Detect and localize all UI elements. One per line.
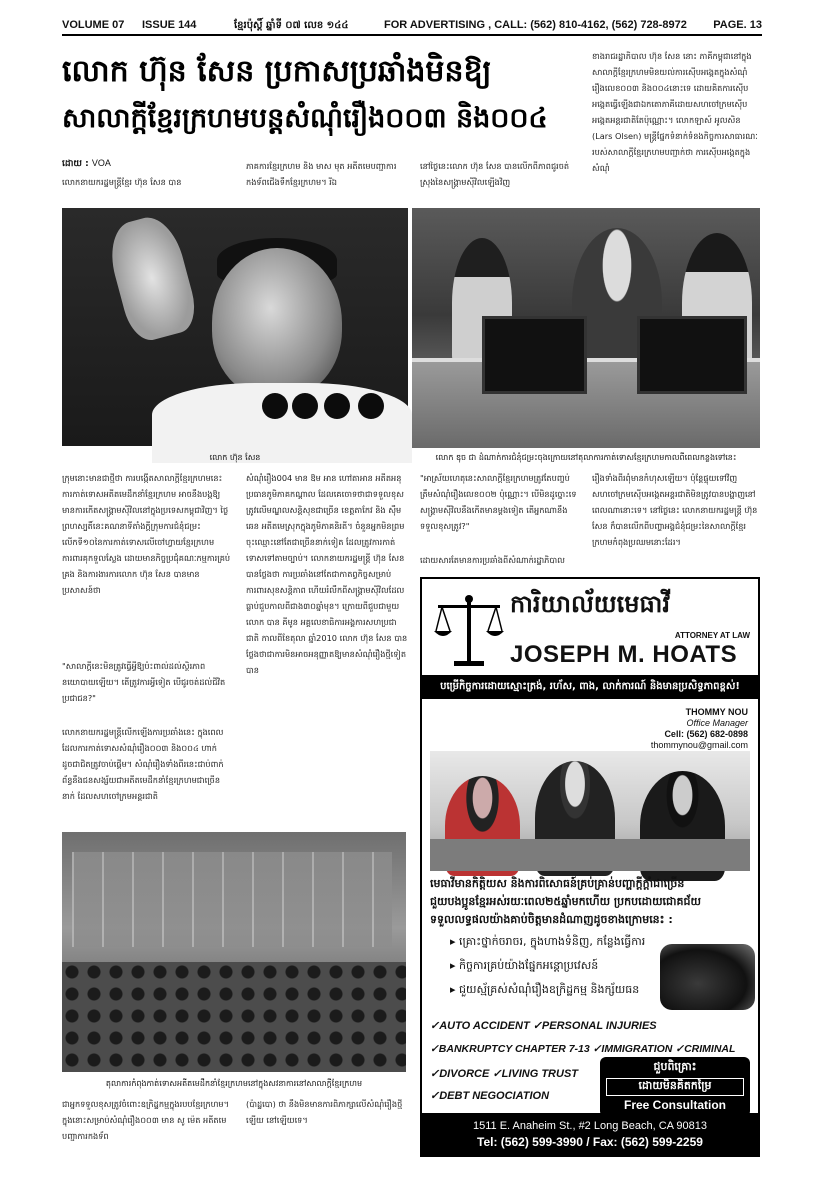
office-staff-photo [430, 751, 750, 871]
ad-khmer-line-2: ជួយបងប្អូនខ្មែរអស់រយៈពេល២៥ឆ្នាំមកហើយ ប្រកបដោយជោគជ័យ [430, 895, 701, 908]
byline-label: ដោយ : [62, 159, 89, 169]
office-phones: Tel: (562) 599-3990 / Fax: (562) 599-2259 [477, 1135, 703, 1149]
column-1-quote: "សាលាក្ដីនេះមិនត្រូវធ្វើអ្វីឱ្យប៉ះពាល់ដល់ស្ថិរភាពនយោបាយឡើយ។ តើត្រូវការអ្វីទៀត បើជូរចត់ដល់ជីវិតប្រជាជន?" [62, 661, 226, 703]
column-2-middle: សំណុំរឿង004 មាន ឱម អាន ហៅតាអាន អតីតអនុប្រធានភូមិភាគកណ្ដាល ដែលគេចោទថាជាទទួលខុសត្រូវលើមណ្ឌលសន្តិសុខជាច្រើន ខេត្តតាកែវ និង ស៊ឹម ឆេន អតីតមេស្រុកក្នុងភូមិភាគនិរតី។ ចំនួនអ្នកមិនព្រមចុះឈ្មោះនៅតែជាច្រើននាក់ទៀត ដែលត្រូវការកាត់ទោសទៅតាមច្បាប់។ លោកនាយករដ្ឋមន្ត្រី ហ៊ុន សែន បានថ្លែងថា ការប្រឆាំងនៅតែជាកាតព្វកិច្ចសម្រាប់ការពារសុខសន្តិភាព ហើយរំលឹកពីសង្គ្រាមស៊ីវិលដែលធ្លាប់ជួបកាលពីជាង៣០ឆ្នាំមុន។ ក្រោយពីជួបជាមួយលោក បាន គីមូន អគ្គលេខាធិការអង្គការសហប្រជាជាតិ កាលពីខែតុលា ឆ្នាំ2010 លោក ហ៊ុន សែន បានថ្លែងថាជាការមិនអាចអនុញ្ញាតឱ្យមានសំណុំរឿងថ្មីទៀតបាន [246, 473, 408, 675]
column-4-top: ខាងរាជរដ្ឋាភិបាល ហ៊ុន សែន នោះ ភាគីកម្ពុជានៅក្នុងសាលាក្ដីខ្មែរក្រហមមិនយល់ការស៊ើបអង្កេតក្នុងសំណុំរឿងលេខ០០៣ និង០០៤នោះទេ ដោយគិតការស៊ើបអង្កេតធ្វើឡើងជាឯកតោភាគីដោយសហចៅក្រមស៊ើបអង្កេតអន្តរជាតិតែប៉ុណ្ណោះ។ លោកឡាស៍ អូលសិន (Lars Olsen) មន្ត្រីផ្នែកទំនាក់ទំនងកិច្ចការសាធារណៈរបស់សាលាក្ដីខ្មែរក្រហមបញ្ជាក់ថា ការស៊ើបអង្កេតក្នុងសំណុំ [592, 51, 758, 173]
column-2-top: ភាគការខ្មែរក្រហម និង មាស មុត អតីតមេបញ្ជាការកងទ័ពជើងទឹកខ្មែរក្រហម។ រីឯ [246, 161, 397, 187]
ad-khmer-line-1: មេធាវីមានកិត្តិយស និងការពិសោធន៍គ្រប់គ្រាន់បញ្ហាក្ដីក្ដាំជាច្រើន [430, 877, 685, 890]
photo-1-caption: លោក ហ៊ុន សែន [209, 453, 261, 462]
column-1-top: លោកនាយករដ្ឋមន្ត្រីខ្មែរ ហ៊ុន សែន បាន [62, 177, 182, 187]
khmer-issue: ខ្មែរប៉ុស្ដិ៍ ឆ្នាំទី ០៧ លេខ ១៤៤ [234, 20, 349, 31]
volume: VOLUME 07 [62, 19, 125, 31]
manager-title: Office Manager [686, 718, 748, 728]
attorney-label: ATTORNEY AT LAW [674, 631, 750, 640]
consult-khmer-2: ដោយមិនគិតកម្រៃ [606, 1078, 744, 1096]
firm-name: JOSEPH M. HOATS [510, 641, 738, 668]
photo-courtroom-gallery [62, 832, 406, 1072]
service-row: ✓DEBT NEGOCIATION [430, 1090, 550, 1102]
column-4-middle: រឿងទាំងពីរពុំមានកំហុសឡើយ។ ប៉ុន្តែផ្ទុយទៅវិញ សហចៅក្រមស៊ើបអង្កេតអន្តរជាតិមិនត្រូវបានបង្ហាញនៅពេលណានោះទេ។ នៅថ្ងៃនេះ លោកនាយករដ្ឋមន្ត្រី ហ៊ុន សែន ក៏បានលើកពីបញ្ហាអង្គជំនុំជម្រះនៃសាលាក្ដីខ្មែរក្រហមកំពុងប្រឈមនោះដែរ។ [592, 473, 758, 547]
ad-footer [422, 1113, 758, 1155]
photo-tribunal [412, 208, 760, 446]
manager-email: thommynou@gmail.com [650, 740, 748, 750]
ad-bullet: ▸ គ្រោះថ្នាក់ចរាចរ, ក្នុងហាងទំនិញ, កន្លែងធ្វើការ [450, 935, 646, 948]
byline-author: VOA [91, 158, 111, 168]
issue: ISSUE 144 [142, 19, 197, 31]
consult-khmer-1: ជួបពិគ្រោះ [653, 1060, 697, 1073]
photo-2-caption: លោក ឌុច ជា ដំណាក់ការជំនុំជម្រះចុងក្រោយនៅតុលាការកាត់ទោសខ្មែរក្រហមកាលពីពេលកន្លងទៅនេះ [435, 453, 737, 462]
byline [62, 158, 111, 171]
manager-name: THOMMY NOU [685, 707, 748, 717]
column-1-middle: ក្រុមនោះមានជាថ្មីថា ការបង្កើតសាលាក្ដីខ្មែរក្រហមនេះការកាត់ទោសអតីតមេដឹកនាំខ្មែរក្រហម អាចនឹងបង្កឱ្យមានការកើតសង្គ្រាមស៊ីវិលនៅក្នុងប្រទេសកម្ពុជាវិញ។ ថ្ងៃព្រហស្បតិ៍នេះគណនាទីតាំងក្ដីក្រុមការជំនុំជម្រះលើកទី១០នៃការកាត់ទោសលើចៅហ្វាយខ្មែរក្រហមការពារគុកទួលស្លែង ដោយមានកិច្ចប្រជុំគណៈកម្មការគ្រប់គ្រង និងការងារការលោក ហ៊ុន សែន បានមានប្រសាសន៍ថា [62, 473, 231, 595]
ad-bullet: ▸ កិច្ចការគ្រប់យ៉ាងផ្នែកអន្តោប្រវេសន៍ [450, 959, 599, 972]
manager-cell: Cell: (562) 682-0898 [664, 729, 748, 739]
column-1-bottom: ជាអ្នកទទួលខុសត្រូវចំពោះឧក្រិដ្ឋកម្មក្នុងរបបខ្មែរក្រហម។ ក្នុងនោះសម្រាប់សំណុំរឿង០០៣ មាន សូ ម៉េត អតីតមេបញ្ជាការកងទ័ព [62, 1099, 230, 1141]
service-row: ✓DIVORCE ✓LIVING TRUST [430, 1068, 578, 1080]
law-office-title-khmer: ការិយាល័យមេធាវី [510, 590, 670, 618]
services-khmer-bar: បម្រើកិច្ចការដោយស្មោះត្រង់, រហ័ស, ពាង, លាក់ការណ៍ និងមានប្រសិទ្ធភាពខ្ពស់! [422, 675, 758, 699]
advertising-line: FOR ADVERTISING , CALL: (562) 810-4162, (562) 728-8972 [384, 19, 687, 31]
consult-english: Free Consultation [623, 1098, 726, 1112]
headline-line-2: សាលាក្ដីខ្មែរក្រហមបន្តសំណុំរឿង០០៣ និង០០៤ [62, 103, 548, 134]
page-header [62, 14, 762, 36]
service-row: ✓AUTO ACCIDENT ✓PERSONAL INJURIES [430, 1020, 657, 1032]
photo-3-caption: តុលាការកំពុងកាត់ទោសអតីតមេដឹកនាំខ្មែរក្រហមនៅក្នុងសវនាការនៅសាលាក្ដីខ្មែរក្រហម [105, 1079, 363, 1088]
service-row: ✓BANKRUPTCY CHAPTER 7-13 ✓IMMIGRATION ✓CRIMINAL [430, 1043, 736, 1055]
free-consultation-badge [600, 1057, 750, 1117]
column-3-quote: "អាស្រ័យហេតុនេះសាលាក្ដីខ្មែរក្រហមត្រូវតែបញ្ចប់ត្រឹមសំណុំរឿងលេខ០០២ ប៉ុណ្ណោះ។ បើមិនដូច្នោះទេ សង្គ្រាមស៊ីវិលនឹងកើតមានម្ដងទៀត តើអ្នកណានឹងទទួលខុសត្រូវ?" [420, 473, 577, 531]
scales-of-justice-icon [434, 591, 504, 671]
column-1-end: លោកនាយករដ្ឋមន្ត្រីលើកឡើងការប្រឆាំងនេះ ក្នុងពេលដែលការកាត់ទោសសំណុំរឿង០០៣ និង០០៤ ហាក់ដូចជាជិតត្រូវចាប់ផ្ដើម។ សំណុំរឿងទាំងពីរនេះជាប់ពាក់ព័ន្ធនឹងជនសង្ស័យជាអតីតមេដឹកនាំខ្មែរក្រហមជាច្រើននាក់ ដែលសហចៅក្រមអន្តរជាតិ [62, 727, 224, 801]
column-3-top: នៅថ្ងៃនេះលោក ហ៊ុន សែន បានលើកពីភាពជូរចត់ស្រុងនៃសង្គ្រាមស៊ីវិលឡើងវិញ [420, 161, 570, 187]
ad-khmer-line-3: ទទួលលទ្ធផលយ៉ាងគាប់ចិត្តមានដំណាញដូចខាងក្រោមនេះ : [430, 913, 673, 926]
photo-prime-minister [62, 208, 408, 446]
office-manager-info [651, 707, 748, 751]
headline-line-1: លោក ហ៊ុន សែន ប្រកាសប្រឆាំងមិនឱ្យ [62, 54, 492, 89]
column-3-end: ដោយសារតែមានការប្រឆាំងពីសំណាក់រដ្ឋាភិបាល [420, 555, 565, 565]
column-2-bottom: (ប៉ាដ្ឋបោ) ថា នឹងមិនមានការពិភាក្សាលើសំណុំរឿងថ្មីឡើយ នៅឡើយទេ។ [246, 1099, 403, 1125]
header-rule [62, 34, 762, 36]
law-office-advertisement [420, 577, 760, 1157]
page-number: PAGE. 13 [713, 19, 762, 31]
office-address: 1511 E. Anaheim St., #2 Long Beach, CA 90813 [472, 1120, 708, 1132]
car-accident-image [660, 944, 755, 1010]
ad-bullet: ▸ ជួយស្ម័គ្រស់សំណុំរឿងឧក្រិដ្ឋកម្ម និងក្ស័យធន [450, 983, 640, 996]
